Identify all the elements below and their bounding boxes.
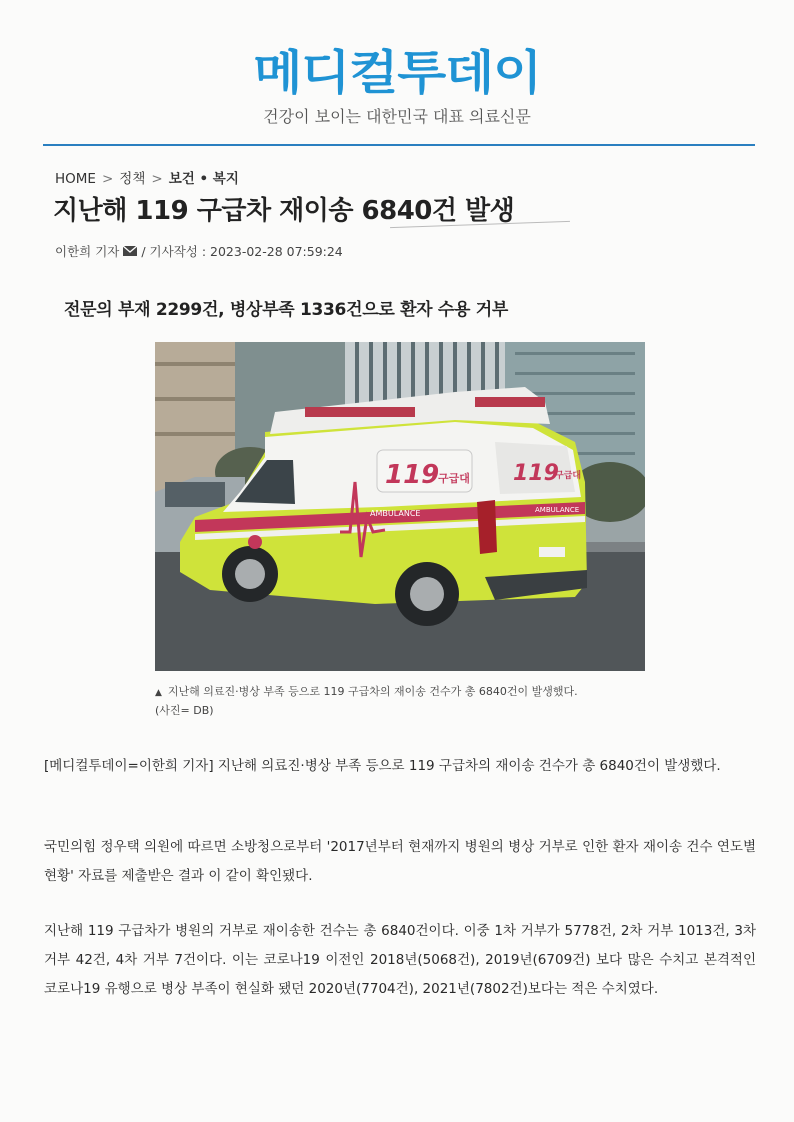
svg-text:AMBULANCE: AMBULANCE (370, 509, 421, 518)
svg-text:119: 119 (385, 460, 440, 490)
breadcrumb-home[interactable]: HOME (55, 171, 96, 187)
article-headline: 지난해 119 구급차 재이송 6840건 발생 (53, 196, 515, 226)
svg-text:AMBULANCE: AMBULANCE (535, 506, 580, 514)
caption-credit: (사진= DB) (155, 704, 214, 717)
breadcrumb-section[interactable]: 정책 (119, 171, 146, 187)
publish-info: / 기사작성 : 2023-02-28 07:59:24 (141, 244, 343, 259)
svg-text:구급대: 구급대 (555, 471, 582, 481)
photo-caption (155, 683, 655, 719)
header-divider (43, 144, 755, 146)
breadcrumb-separator: > (151, 171, 163, 187)
breadcrumb-subsection[interactable]: 보건 • 복지 (168, 171, 239, 187)
caption-text: 지난해 의료진·병상 부족 등으로 119 구급차의 재이송 건수가 총 6840건이 발생했다. (167, 685, 578, 698)
article-paragraph: 지난해 119 구급차가 병원의 거부로 재이송한 건수는 총 6840건이다. 이중 1차 거부가 5778건, 2차 거부 1013건, 3차 거부 42건, 4차 거부 7건이다. 이는 코로나19 이전인 2018년(5068건), 2019년(6709건) 보다 많은 수치고 본격적인 코로나19 유행으로 병상 부족이 현실화 됐던 2020년(7704건), 2021년(7802건)보다는 적은 수치였다. (44, 923, 756, 997)
site-tagline: 건강이 보이는 대한민국 대표 의료신문 (263, 107, 531, 126)
triangle-up-icon: ▲ (155, 688, 162, 698)
breadcrumb-separator: > (101, 171, 114, 187)
envelope-icon[interactable] (123, 246, 137, 256)
article-byline (55, 242, 343, 260)
svg-text:119: 119 (513, 461, 559, 486)
site-logo[interactable]: 메디컬투데이 (253, 46, 541, 101)
ambulance-illustration (155, 342, 645, 671)
author-name[interactable]: 이한희 기자 (55, 244, 120, 259)
masthead (0, 46, 794, 127)
article-paragraph: [메디컬투데이=이한희 기자] 지난해 의료진·병상 부족 등으로 119 구급차의 재이송 건수가 총 6840건이 발생했다. (44, 758, 721, 774)
breadcrumb (55, 167, 239, 187)
article-photo (155, 342, 645, 671)
article-paragraph: 국민의힘 정우택 의원에 따르면 소방청으로부터 '2017년부터 현재까지 병원의 병상 거부로 인한 환자 재이송 건수 연도별 현황' 자료를 제출받은 결과 이 같이 확인됐다. (44, 839, 756, 884)
article-subhead: 전문의 부재 2299건, 병상부족 1336건으로 환자 수용 거부 (64, 300, 509, 320)
svg-text:구급대: 구급대 (438, 472, 470, 485)
